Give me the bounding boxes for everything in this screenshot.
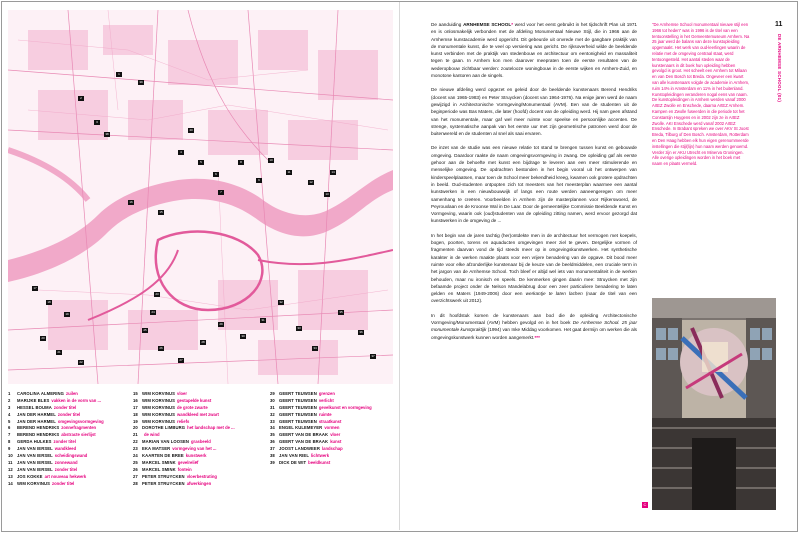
legend-artist: GEERT TEUWSEN bbox=[279, 391, 317, 396]
legend-artist: GEERT TEUWSEN bbox=[279, 404, 317, 410]
legend-number: 8 bbox=[8, 439, 11, 445]
legend-row bbox=[133, 467, 268, 474]
legend-work: abstracte sierlijst bbox=[61, 432, 96, 438]
legend-row bbox=[8, 432, 133, 439]
legend-row bbox=[133, 481, 268, 488]
legend-number: 2 bbox=[8, 397, 11, 403]
legend-row bbox=[8, 460, 133, 467]
paragraph-text: (naar de titel van een overzichtswerk uit 2012). bbox=[431, 291, 638, 304]
map-marker[interactable]: 40 bbox=[189, 128, 193, 132]
legend-work: zonnefragmenten bbox=[61, 425, 97, 431]
legend-artist: MARIJKE BLES bbox=[17, 397, 50, 403]
legend-row bbox=[8, 467, 133, 474]
map-marker[interactable]: 10 bbox=[269, 158, 273, 162]
legend-row bbox=[8, 453, 133, 460]
legend-number: 26 bbox=[133, 466, 138, 472]
legend-work: gestapelde kunst bbox=[177, 397, 212, 403]
legend-work: vloer bbox=[177, 391, 188, 396]
legend-column bbox=[8, 391, 133, 487]
legend-artist: JAN DER HARMEL bbox=[17, 411, 56, 417]
legend-number: 38 bbox=[270, 453, 275, 459]
legend-work: kunst bbox=[330, 439, 342, 445]
emphasis: De Arnhemse School. 25 jaar monumentale kunstpraktijk bbox=[431, 319, 637, 333]
map-marker[interactable]: 25 bbox=[143, 328, 147, 332]
legend-number: 39 bbox=[270, 459, 275, 465]
legend-artist: EKA MATSER bbox=[142, 446, 171, 452]
legend-row bbox=[270, 405, 398, 412]
legend-row bbox=[270, 398, 398, 405]
map-marker[interactable]: 26 bbox=[159, 346, 163, 350]
legend-artist: PETER STRUYCKEN bbox=[142, 480, 185, 486]
footnote-marker: C bbox=[643, 502, 647, 507]
legend-row bbox=[8, 412, 133, 419]
legend-number: 37 bbox=[270, 446, 275, 452]
map-marker[interactable]: 1 bbox=[116, 72, 122, 77]
legend-row bbox=[133, 425, 268, 432]
legend-artist: JAN DER HARMEL bbox=[17, 418, 56, 424]
legend-work: fontein bbox=[177, 466, 192, 472]
legend-number: 15 bbox=[133, 391, 138, 396]
main-text bbox=[431, 21, 637, 348]
map-marker[interactable]: 36 bbox=[359, 330, 363, 334]
legend-work: straatkunst bbox=[318, 418, 342, 424]
legend-number: 18 bbox=[133, 411, 138, 417]
legend-row bbox=[133, 391, 268, 398]
legend-number: 9 bbox=[8, 446, 11, 452]
map-marker[interactable]: 8 bbox=[238, 160, 244, 165]
legend-row bbox=[133, 474, 268, 481]
legend-number: 21 bbox=[133, 432, 138, 438]
legend-artist: MARCEL SMINK bbox=[142, 466, 176, 472]
legend-work: gevelreliëf bbox=[177, 459, 199, 465]
legend-row bbox=[133, 453, 268, 460]
legend-work: zonder titel bbox=[52, 480, 75, 486]
legend-row bbox=[133, 439, 268, 446]
legend-row bbox=[8, 446, 133, 453]
map-marker[interactable]: 34 bbox=[313, 346, 317, 350]
legend-artist: GERDA HULKES bbox=[17, 439, 52, 445]
map-marker[interactable]: 27 bbox=[179, 358, 183, 362]
map-marker[interactable]: 15 bbox=[159, 210, 163, 214]
legend-work: de wind bbox=[144, 432, 160, 438]
legend-number: 23 bbox=[133, 446, 138, 452]
map-marker[interactable]: 11 bbox=[287, 170, 291, 174]
legend-artist: JAN VAN IERSEL bbox=[17, 446, 53, 452]
legend-artist: MARIAN VAN LOOSEN bbox=[142, 439, 189, 445]
map-marker[interactable]: 22 bbox=[79, 360, 83, 364]
legend-row bbox=[8, 425, 133, 432]
legend-work: de grote zwarte bbox=[177, 404, 208, 410]
legend-number: 10 bbox=[8, 453, 13, 459]
legend-row bbox=[270, 446, 398, 453]
running-head bbox=[773, 34, 783, 114]
legend-work: het landschap met de ... bbox=[187, 425, 235, 431]
legend-row bbox=[270, 425, 398, 432]
map-marker[interactable]: 13 bbox=[325, 192, 329, 196]
legend-work: scheidingswand bbox=[54, 453, 88, 459]
legend-number: 34 bbox=[270, 425, 275, 431]
legend-number: 36 bbox=[270, 439, 275, 445]
legend-artist: BEREND HENDRIKS bbox=[17, 425, 60, 431]
legend-number: 20 bbox=[133, 425, 138, 431]
legend-artist: JAN VAN IERSEL bbox=[17, 466, 53, 472]
legend-work: zonder titel bbox=[53, 439, 76, 445]
legend-work: wandkleed bbox=[54, 446, 77, 452]
map-marker[interactable]: 20 bbox=[41, 336, 45, 340]
legend-number: 32 bbox=[270, 411, 275, 417]
legend-number: 11 bbox=[8, 459, 13, 465]
page-number: 11 bbox=[775, 21, 783, 28]
legend-number: 4 bbox=[8, 411, 11, 417]
legend-row bbox=[133, 398, 268, 405]
legend-work: vormen bbox=[324, 425, 340, 431]
legend-row bbox=[8, 419, 133, 426]
building-photo bbox=[652, 298, 776, 510]
legend-number: 22 bbox=[133, 439, 138, 445]
legend-number: 29 bbox=[270, 391, 275, 396]
legend-work: zonder titel bbox=[54, 466, 78, 472]
paragraph-text: In het begin van de jaren tachtig (her)ontdekte men in de architectuur het vermogen met koepels, bogen, poorten, torens en aquaducten omgevingen meer ziel te geven. Dergelijke vormen of fragmenten daarvan vond de tijd steeds meer op in omgevingskunstwerken. Het synthetische karakter in de werken maakte plaats voor een vrijere benadering van de opgave. Dit bood meer ruimte voor elke afzonderlijke kunstenaar bij de keuze van de beeldmiddelen, een cruciale term in het jargon van de Arnhemse School. Toch bleef er altijd wel iets van monumentaliteit in de werken behouden, maar nu ironisch en speels. De kenmerken gingen daarin mee: Struycken met zijn befaamde project onder de Nelson Mandelabrug door een zeer particuliere benadering te laten gelden en Maters (1949-2006) door een bbox=[431, 232, 637, 297]
legend-work: zuilen bbox=[65, 391, 78, 396]
legend-column bbox=[270, 391, 398, 467]
legend-work: reliefs bbox=[177, 418, 190, 424]
legend-artist: WIM KORVINUS bbox=[142, 404, 175, 410]
map-marker[interactable]: 33 bbox=[297, 326, 301, 330]
legend-artist: DOROTHE LIMBURG bbox=[142, 425, 186, 431]
map-marker[interactable]: 38 bbox=[105, 132, 109, 136]
map-legend bbox=[8, 391, 398, 511]
map-drawing bbox=[8, 10, 393, 384]
map-marker[interactable]: 17 bbox=[33, 286, 37, 290]
legend-row bbox=[133, 419, 268, 426]
legend-work: art nouveau hekwerk bbox=[44, 473, 87, 479]
legend-artist: GEERT VAN DE BRAAK bbox=[279, 439, 329, 445]
paragraph: De aanduiding ARNHEMSE SCHOOL* werd voor het eerst gebruikt in het tijdschrift Plan uit 1971 en is onlosmakelijk verbonden met de afdeling Monumentaal Nieuwe Stijl, die in 1966 aan de Arnhemse kunstacademie werd opgericht. Dit gebeurde uit onvrede met de gangbare praktijk van de monumentale kunst, die te veel op versiering was gericht. De rijksoverheid wilde de beeldende kunst verbinden met de praktijk van stedenbouw en architectuur om eentonigheid en massaliteit tegen te gaan. In Arnhem kon men daarover meepraten toen de eerste resultaten van de wederopbouw zichtbaar werden: zoutelooze woningbouw in de eerste wijken en Arnhem-Zuid, en monotone kantoren aan de singels. bbox=[431, 22, 638, 79]
legend-row bbox=[133, 446, 268, 453]
map-marker[interactable]: 3 bbox=[94, 120, 100, 125]
legend-number: 30 bbox=[270, 397, 275, 403]
legend-artist: CAROLINA ALMERING bbox=[17, 391, 64, 396]
legend-number: 35 bbox=[270, 432, 275, 438]
city-map bbox=[8, 10, 393, 384]
legend-artist: GEERT TEUWSEN bbox=[279, 411, 317, 417]
map-marker[interactable]: 37 bbox=[371, 354, 375, 358]
legend-number: 7 bbox=[8, 432, 11, 438]
legend-work: lichtwerk bbox=[310, 453, 330, 459]
legend-artist: JAN VAN IERSEL bbox=[17, 459, 53, 465]
legend-row bbox=[8, 474, 133, 481]
legend-artist: WIM KORVINUS bbox=[142, 391, 175, 396]
legend-row bbox=[270, 419, 398, 426]
legend-number: 6 bbox=[8, 425, 11, 431]
legend-row bbox=[270, 439, 398, 446]
legend-artist: JOS KOKKE bbox=[17, 473, 43, 479]
legend-work: zonder titel bbox=[57, 411, 81, 417]
map-marker[interactable]: 30 bbox=[241, 334, 245, 338]
term-arnhemse-school: ARNHEMSE SCHOOL bbox=[463, 22, 512, 27]
paragraph: De inzet van de studie was een nieuwe relatie tot stand te brengen tussen kunst en gebouwde omgeving. Daardoor raakte de naam omgevingsvormgeving in zwang. De opleiding gaf als eerste gehoor aan de behoefte met kunst een bijdrage te leveren aan een meer stimulerende en menselijke omgeving. De opdrachten bestonden in het begin vooral uit het ontwerpen van kinderspeelplaatsen, maar toen de School meer bekendheid kreeg, kwamen ook grotere opdrachten in beeld. Oud-studenten ontpopten zich tot meesters van het meesterplan waarmee een aantal kunstwerken in een nieuwbouwwijk of langs een route werden aaneengeregen om meer samenhang te creëren. Voorbeelden in Arnhem zijn de masterplannen voor Rijkerswoerd, de Peyrouxlaan en de Kroonse Wal in De Laar. Door de gemeentelijke Commissie Beeldende Kunst en Vormgeving, waarin ook (oud)studenten van de opleiding zitting namen, werd ervoor gezorgd dat kunstwerken in de omgeving de ... bbox=[431, 145, 637, 224]
map-marker[interactable]: 39 bbox=[139, 80, 143, 84]
legend-artist: WIM KORVINUS bbox=[142, 411, 175, 417]
legend-work: vloer bbox=[330, 432, 341, 438]
legend-work: ruimte bbox=[318, 411, 332, 417]
legend-work: verlicht bbox=[318, 397, 334, 403]
legend-work: vloerbestrating bbox=[186, 473, 217, 479]
legend-artist: BEREND HENDRIKS bbox=[17, 432, 60, 438]
legend-row bbox=[8, 391, 133, 398]
map-marker[interactable]: 12 bbox=[309, 180, 313, 184]
legend-number: 27 bbox=[133, 473, 138, 479]
paragraph bbox=[431, 232, 637, 305]
legend-number: 1 bbox=[8, 391, 11, 396]
legend-work: grasbeeld bbox=[191, 439, 211, 445]
legend-artist: WIM KORVINUS bbox=[17, 480, 50, 486]
map-marker[interactable]: 2 bbox=[78, 96, 84, 101]
map-marker[interactable]: 29 bbox=[219, 322, 223, 326]
legend-artist: GEERT VAN DE BRAAK bbox=[279, 432, 329, 438]
legend-row bbox=[8, 405, 133, 412]
legend-number: 17 bbox=[133, 404, 138, 410]
paragraph-text: In dit hoofdstuk komen de kunstenaars aan bod die de opleiding Architectonische Vormgeving/Monumentaal (AVM) hebben gevolgd en in het boek bbox=[431, 312, 637, 325]
legend-number: 25 bbox=[133, 459, 138, 465]
legend-work: grenzen bbox=[318, 391, 335, 396]
map-marker[interactable]: 9 bbox=[256, 178, 262, 183]
legend-number: 16 bbox=[133, 397, 138, 403]
legend-row bbox=[270, 391, 398, 398]
legend-number: 31 bbox=[270, 404, 275, 410]
legend-number: 12 bbox=[8, 466, 13, 472]
map-marker[interactable]: 31 bbox=[261, 318, 265, 322]
legend-artist: PETER STRUYCKEN bbox=[142, 473, 185, 479]
legend-artist: MARCEL SMINK bbox=[142, 459, 176, 465]
legend-row bbox=[133, 412, 268, 419]
legend-row bbox=[270, 460, 398, 467]
legend-row bbox=[8, 439, 133, 446]
legend-work: wandkleed met zwart bbox=[177, 411, 219, 417]
legend-work: zonnewand bbox=[54, 459, 78, 465]
legend-row bbox=[270, 412, 398, 419]
legend-number: 14 bbox=[8, 480, 13, 486]
map-marker[interactable]: 19 bbox=[65, 312, 69, 316]
legend-work: gevelkunst en vormgeving bbox=[318, 404, 372, 410]
legend-artist: HESSEL BOUMA bbox=[17, 404, 52, 410]
legend-row bbox=[133, 405, 268, 412]
map-marker[interactable]: 18 bbox=[47, 300, 51, 304]
legend-number: 24 bbox=[133, 453, 138, 459]
legend-number: 28 bbox=[133, 480, 138, 486]
legend-artist: GEERT TEUWSEN bbox=[279, 418, 317, 424]
map-marker[interactable]: 21 bbox=[57, 350, 61, 354]
legend-work: landschap bbox=[321, 446, 343, 452]
legend-artist: WIM KORVINUS bbox=[142, 418, 175, 424]
legend-number: 5 bbox=[8, 418, 11, 424]
legend-work: vakken in de vorm van ... bbox=[51, 397, 101, 403]
legend-row bbox=[8, 398, 133, 405]
legend-artist: JOOST LANDWEER bbox=[279, 446, 320, 452]
map-marker[interactable]: 35 bbox=[339, 310, 343, 314]
paragraph-text: De aanduiding bbox=[431, 22, 462, 27]
legend-work: zonder titel bbox=[53, 404, 77, 410]
map-marker[interactable]: 24 bbox=[151, 310, 155, 314]
paragraph: In dit hoofdstuk komen de kunstenaars aan bod die de opleiding Architectonische Vormgeving/Monumentaal (AVM) hebben gevolgd en in het boek De Arnhemse School. 25 jaar monumentale kunstpraktijk (1994) van Inke Middag voorkomen. Het gaat dermijn om werken die als omgevingskunstwerk kunnen worden aangemerkt.*** bbox=[431, 312, 637, 340]
sidebar-notes: "De Arnhemse School monumentaal nieuwe stijl een 1966 tot heden" was in 1996 is de titel van een tentoonstelling in het Gemeentemuseum Arnhem. Na 25 jaar werd de balans van deze kunstopleiding opgemaakt. Het werk van oud-leerlingen waarin de relatie met de omgeving centraal staat, werd tentoongesteld. Het aantal steden waar de kunstenaars in dit boek hun opleiding hebben gevolgd is groot. Het scheelt een Arnhem tot Milaan en van Den Bosch tot Breda. Ongeveer een kwart van alle kunstenaars volgde de academie in Arnhem, ruim 14% in Amsterdam en 11% in het buitenland. Kunstopleidingen veranderen nogal eens van naam. De kunstopleidingen in Arnhem werden vanaf 2000 ArtEZ Zwolle en Enschede, daarna ArtEZ Arnhem. Kampen en Zwolle fuseerden in die periode tot het Constantijn Huygens en in 2002 zijn ze in ArtEZ Zwolle. AKI Enschede werd vanaf 2002 ArtEZ Enschede. In Brabant spreken we over AKV St Joost Breda, Tilburg of Den Bosch. Amsterdam, Rotterdam en Den Haag hebben elk hun eigen gerenommeerde instellingen die stijl(lijn) hun naam werden genoemd. Verder zijn er AKU Utrecht en Minerva Groningen. Alle overige opleidingen worden in het boek met naam en plaats vermeld. bbox=[652, 22, 750, 167]
legend-work: omgevingsvormgeving bbox=[57, 418, 104, 424]
legend-artist: GEERT TEUWSEN bbox=[279, 397, 317, 403]
map-marker[interactable]: 28 bbox=[201, 340, 205, 344]
photo-drawing bbox=[652, 298, 776, 510]
map-marker[interactable]: 16 bbox=[129, 200, 133, 204]
legend-row bbox=[270, 432, 398, 439]
legend-number: 13 bbox=[8, 473, 13, 479]
paragraph-text: werd voor het eerst gebruikt in het tijdschrift Plan uit 1971 en is onlosmakelijk verbonden met de afdeling Monumentaal Nieuwe Stijl, die in 1966 aan de Arnhemse kunstacademie werd opgericht. Dit gebeurde uit onvrede met de gangbare praktijk van de monumentale kunst, die te veel op versiering was gericht. De rijksoverheid wilde de beeldende kunst verbinden met de praktijk van stedenbouw en architectuur om eentonigheid en massaliteit tegen te gaan. In Arnhem kon men daarover meepraten toen de eerste resultaten van de wederopbouw zichtbaar werden: zoutelooze woningbouw in de eerste wijken en Arnhem-Zuid, en monotone kantoren aan de singels. bbox=[431, 22, 638, 79]
map-marker[interactable]: 6 bbox=[213, 172, 219, 177]
legend-work: beeldkunst bbox=[308, 459, 331, 465]
legend-work: kunstwerk bbox=[185, 453, 207, 459]
paragraph-text: (1994) van Inke Middag voorkomen. Het gaat dermijn om werken die als omgevingskunstwerk kunnen worden aangemerkt. bbox=[431, 327, 637, 340]
page-fold bbox=[399, 2, 400, 530]
legend-artist: ENGEL KULEMEYER bbox=[279, 425, 323, 431]
map-marker[interactable]: 32 bbox=[279, 300, 283, 304]
legend-artist: JAN VAN IERSEL bbox=[17, 453, 53, 459]
map-marker[interactable]: 14 bbox=[331, 170, 335, 174]
legend-number: 3 bbox=[8, 404, 11, 410]
legend-row bbox=[270, 453, 398, 460]
map-marker[interactable]: 4 bbox=[178, 150, 184, 155]
legend-artist: KAARTEN DE BREE bbox=[142, 453, 184, 459]
legend-row bbox=[8, 481, 133, 488]
legend-row bbox=[133, 432, 268, 439]
legend-work: vormgeving van het ... bbox=[172, 446, 217, 452]
legend-number: 19 bbox=[133, 418, 138, 424]
paragraph: De nieuwe afdeling werd opgezet en geleid door de beeldende kunstenaars Berend Hendriks (docent van 1965-1983) en Peter Struycken (docent van 1964-1976). Na enige jaren werd de naam gewijzigd in Architectonische Vormgeving/Monumentaal (AVM). Een van de studenten uit de beginperiode was Bas Maters, die later (hoofd) docent van de opleiding werd. Hij nam geen afstand van het monumentale, maar gaf wel meer ruimte voor speelse en persoonlijke accenten. De strenge, systematische aanpak van het eerste uur met zijn geometrische patronen werd door de buitenwereld en de studenten al snel als saai ervaren. bbox=[431, 87, 637, 137]
legend-row bbox=[133, 460, 268, 467]
legend-artist: WIM KORVINUS bbox=[142, 397, 175, 403]
map-marker[interactable]: 23 bbox=[155, 292, 159, 296]
legend-work: afwerkingen bbox=[186, 480, 212, 486]
legend-number: 33 bbox=[270, 418, 275, 424]
legend-artist: JAN VAN RIEL bbox=[279, 453, 309, 459]
legend-artist: DICK DE WIT bbox=[279, 459, 307, 465]
legend-column bbox=[133, 391, 268, 487]
map-marker[interactable]: 7 bbox=[218, 190, 224, 195]
map-marker[interactable]: 5 bbox=[198, 160, 204, 165]
running-head-text: DE ARNHEMSE SCHOOL (01) bbox=[777, 34, 782, 103]
emphasis: werkantje te laten lachen bbox=[525, 291, 583, 297]
